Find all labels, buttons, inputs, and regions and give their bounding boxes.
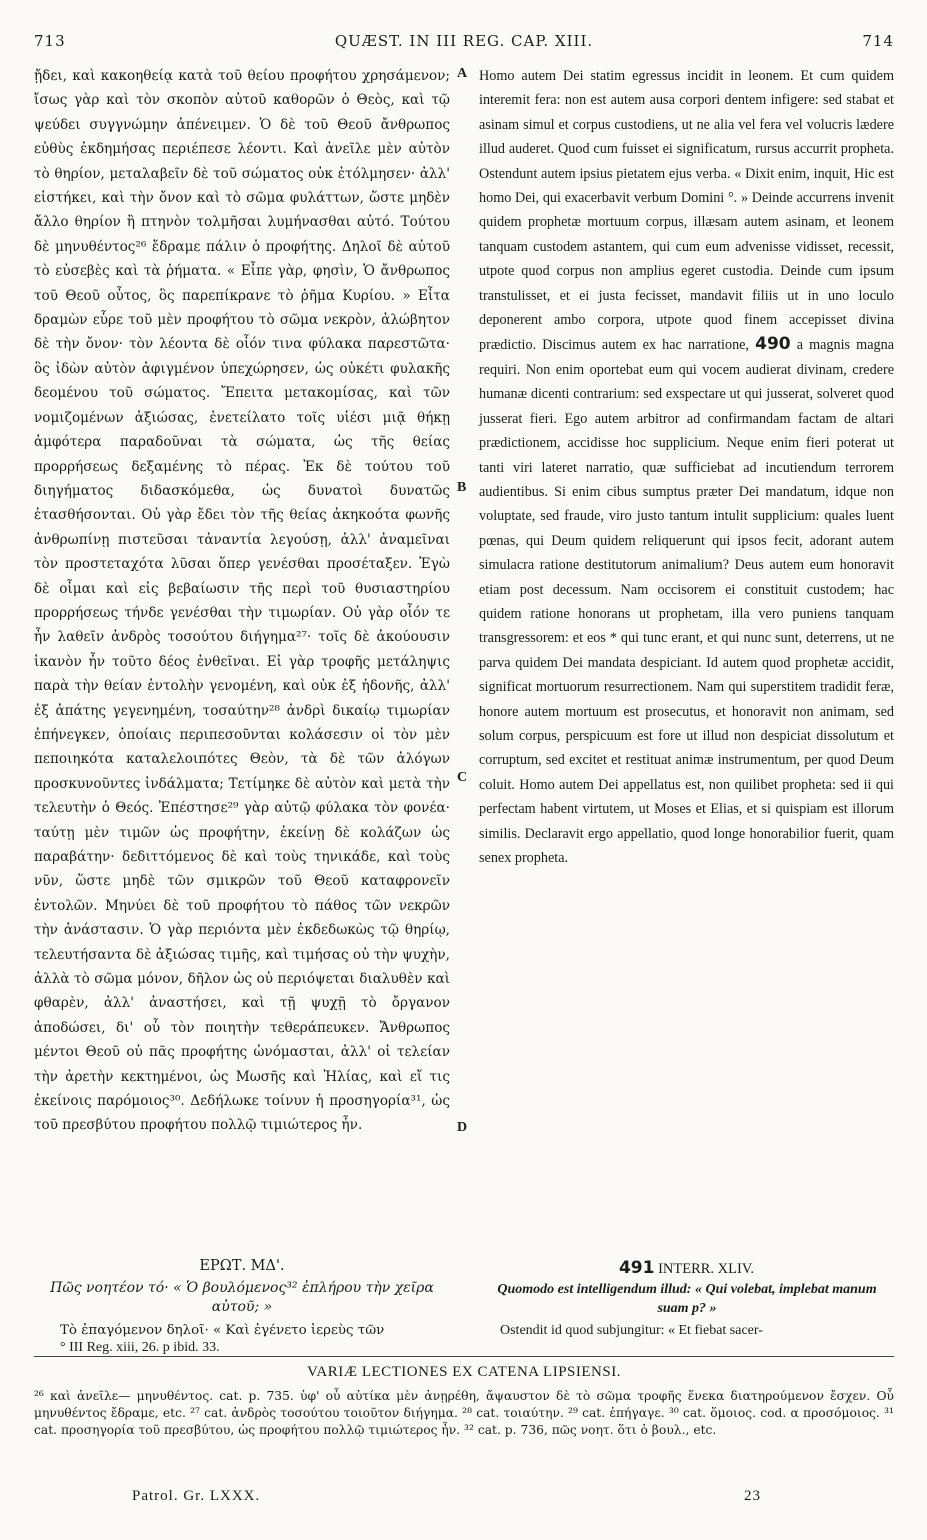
latin-text-part-1: Homo autem Dei statim egressus incidit in leonem. Et cum quidem interemit fera: non est autem ausa corpori dentem infigere: sed stabat et asinam simul et corpus custodiens, ut ne alia vel fera vel volucris lædere illud auderet. Quod cum fuisset ei significatum, rursus accurrit propheta. Ostendunt autem ipsius pietatem ejus verba. « Dixit enim, inquit, Hic est homo Dei, qui exacerbavit verbum Domini °. » Deinde accurrens invenit quidem prophetæ mortuum corpus, illæsam autem asinam, et leonem tanquam custodem astantem, qui cum eum advenisse vidisset, recessit, utpote quod corpus non amplius egeret custodia. Deinde cum ipsum transtulisset, et ei justa fecisset, mandavit filiis ut in uno loculo deponerent ambo corpora, utpote quod finem accepisset divina prædictio. Discimus autem ex hac narratione, [479, 68, 894, 354]
running-header [34, 32, 894, 54]
latin-column [479, 64, 894, 870]
latin-question-heading [479, 1258, 894, 1278]
column-number-490: 490 [755, 334, 791, 355]
greek-question-text: Τὸ ἐπαγόμενον δηλοῖ· « Καὶ ἐγένετο ἱερεὺς τῶν [60, 1323, 385, 1338]
latin-question-subtitle: Quomodo est intelligendum illud: « Qui volebat, implebat manum suam p? » [497, 1282, 877, 1316]
section-marker-b: B [457, 480, 467, 495]
section-marker-a: A [457, 66, 468, 81]
latin-question-title: INTERR. XLIV. [658, 1261, 755, 1277]
variae-lectiones-title: VARIÆ LECTIONES EX CATENA LIPSIENSI. [307, 1364, 621, 1380]
greek-question-subtitle: Πῶς νοητέον τό· « Ὁ βουλόμενος³² ἐπλήρου τὴν χεῖρα αὐτοῦ; » [50, 1280, 434, 1315]
section-marker-d: D [457, 1120, 468, 1135]
footer-signature: 23 [744, 1488, 761, 1504]
divider [34, 1356, 894, 1357]
greek-column [34, 64, 450, 1138]
variae-lectiones-text: ²⁶ καὶ ἀνεῖλε— μηνυθέντος. cat. p. 735. ὑφ' οὗ αὐτίκα μὲν ἀνῃρέθη, ἄψαυστον δὲ τὸ σῶμα τροφῆς ἕνεκα διατηρούμενον ἔσχεν. Οὗ μηνυθέντος ἔδραμε, etc. ²⁷ cat. ἀνδρὸς τοσούτου τοιοῦτον διήγημα. ²⁸ cat. τοιαύτην. ²⁹ cat. ἐπήγαγε. ³⁰ cat. ὅμοιος. cod. α προσόμοιος. ³¹ cat. προσηγορία τοῦ πρεσβύτου, ὡς προφήτου πολλῷ τιμιώτερος ἦν. ³² cat. p. 736, πῶς νοητ. ὅτι ὁ βουλ., etc. [34, 1389, 894, 1437]
page-number-right: 714 [862, 32, 894, 50]
footer-series: Patrol. Gr. LXXX. [132, 1488, 261, 1504]
section-marker-c: C [457, 770, 468, 785]
latin-text-part-2: a magnis magna requiri. Non enim oportebat eum qui vocem audierat divinam, credere humanæ dicenti contrarium: sed exspectare ut qui jusserat, solveret quod jusserat fieri. Ego autem arbitror ad confirmandam factam de altari prædictionem, accidisse hoc supplicium. Neque enim fieri poterat ut tanti viri lateret narratio, quæ sufficiebat ad incutiendum terrorem audientibus. Si enim cibus sumptus præter Dei mandatum, idque non voluptate, sed fraude, viro justo tantum intulit supplicium: quales luent pœnas, qui Deum quidem reliquerunt qui ipsos fecit, adorant autem simulacra ratione destitutorum animalium? Deus autem eum honoravit etiam post decessum. Nam occisorem ei constituit custodem; hac quidem ratione honorans ut prophetam, illa vero puniens tanquam transgressorem: et eos * qui tunc erant, et qui nunc sunt, deterrens, ut ne parva quidem Dei mandata despiciant. Id autem quod prophetæ accidit, significat mortuorum resurrectionem. Nam qui superstitem tradidit feræ, honore autem mortuum est prosecutus, et honoravit non animam, sed solum corpus, perspicuum est fore ut illud non despiciat dissolutum et corruptum, sed excitet et restituat animæ instrumentum, per quod Deum coluit. Homo autem Dei appellatus est, non quilibet propheta: sed ii qui perfectam habent virtutem, ut Moses et Elias, et si quispiam est illorum similis. Declaravit ergo appellatio, quod longe honorabilior fuerit, quam senex propheta. [479, 337, 894, 866]
latin-body-text [479, 64, 894, 870]
greek-question-heading: ΕΡΩΤ. ΜΔ'. [199, 1258, 285, 1274]
footnote-references: ° III Reg. xiii, 26. p ibid. 33. [60, 1340, 220, 1355]
column-number-491: 491 [618, 1258, 655, 1278]
page-number-left: 713 [34, 32, 66, 50]
running-title: QUÆST. IN III REG. CAP. XIII. [334, 32, 594, 50]
latin-question-text: Ostendit id quod subjungitur: « Et fiebat sacer- [500, 1323, 763, 1338]
greek-body-text: ᾔδει, καὶ κακοηθείᾳ κατὰ τοῦ θείου προφήτου χρησάμενον; ἴσως γὰρ καὶ τὸν σκοπὸν αὐτοῦ καθορῶν ὁ Θεὸς, καὶ τῷ ψεύδει συγγνώμην ἀπένειμεν. Ὁ δὲ τοῦ Θεοῦ ἄνθρωπος εὐθὺς ἐκδημήσας περιέπεσε λέοντι. Καὶ ἀνεῖλε μὲν αὐτὸν τὸ θηρίον, μεταλαβεῖν δὲ τοῦ σώματος οὐκ ἐτόλμησεν· ἀλλ' εἱστήκει, καὶ τὴν ὄνον καὶ τὸ σῶμα φυλάττων, ὥστε μηδὲν ἄλλο θηρίον ἢ πτηνὸν τολμῆσαι λυμήνασθαι αὐτό. Τούτου δὲ μηνυθέντος²⁶ ἔδραμε πάλιν ὁ προφήτης. Δηλοῖ δὲ αὐτοῦ τὸ εὐσεβὲς καὶ τὰ ῥήματα. « Εἶπε γὰρ, φησὶν, Ὁ ἄνθρωπος τοῦ Θεοῦ οὗτος, ὃς παρεπίκρανε τὸ ῥῆμα Κυρίου. » Εἶτα δραμὼν εὗρε τοῦ μὲν προφήτου τὸ σῶμα νεκρὸν, ἀλώβητον δὲ τὴν ὄνον· τὸν λέοντα δὲ οἷόν τινα φύλακα παρεστῶτα· ὃς ἰδὼν αὐτὸν ἀφιγμένον ὑπεχώρησεν, ὡς οὐκέτι φυλακῆς δεομένου τοῦ σώματος. Ἔπειτα μετακομίσας, καὶ τῶν νομιζομένων ἀξιώσας, ἐνετείλατο τοῖς υἱέσι μιᾷ θήκῃ ἀμφότερα παραδοῦναι τὰ σώματα, ὡς τῆς θείας προρρήσεως δεξαμένης τὸ πέρας. Ἐκ δὲ τούτου τοῦ διηγήματος διδασκόμεθα, ὡς δυνατοὶ δυνατῶς ἐτασθήσονται. Οὐ γὰρ ἔδει τὸν τῆς θείας ἀκηκοότα φωνῆς ἀνθρωπίνῃ πιστεῦσαι τἀναντία λεγούσῃ, ἀλλ' ἀναμεῖναι τὸν προστεταχότα λῦσαι ὅπερ γενέσθαι προσέταξεν. Ἐγὼ δὲ οἶμαι καὶ εἰς βεβαίωσιν τῆς περὶ τοῦ θυσιαστηρίου προρρήσεως τήνδε γενέσθαι τὴν τιμωρίαν. Οὐ γὰρ οἷόν τε ἦν λαθεῖν ἀνδρὸς τοσούτου διήγημα²⁷· τοῖς δὲ ἀκούουσιν ἱκανὸν ἦν τοῦτο δέος ἐνθεῖναι. Εἰ γὰρ τροφῆς μετάληψις παρὰ τὴν θείαν ἐντολὴν γενομένη, καὶ οὐκ ἐξ ἡδονῆς, ἀλλ' ἐξ ἀπάτης γεγενημένη, τοσαύτην²⁸ ἀνδρὶ δικαίῳ τιμωρίαν ἐπήνεγκεν, ὁποίαις περιπεσοῦνται κολάσεσιν οἱ τὸν μὲν πεποιηκότα καταλελοιπότες Θεὸν, τὰ δὲ τῶν ἀλόγων προσκυνοῦντες ἰνδάλματα; Τετίμηκε δὲ αὐτὸν καὶ μετὰ τὴν τελευτὴν ὁ Θεός. Ἐπέστησε²⁹ γὰρ αὐτῷ φύλακα τὸν φονέα· ταύτῃ μὲν τιμῶν ὡς προφήτην, ἐκείνῃ δὲ κολάζων ὡς παραβάτην· δεδιττόμενος δὲ καὶ τοὺς τηνικάδε, καὶ τοὺς νῦν, ὥστε μηδὲ τῶν σμικρῶν τοῦ Θεοῦ καταφρονεῖν ἐντολῶν. Μηνύει δὲ τοῦ προφήτου τὸ πάθος τῶν νεκρῶν τὴν ἀνάστασιν. Ὁ γὰρ περιόντα μὲν ἐκδεδωκὼς τῷ θηρίῳ, τελευτήσαντα δὲ ἀξιώσας τιμῆς, καὶ τιμήσας οὐ τὴν ψυχὴν, ἀλλὰ τὸ σῶμα μόνον, δῆλον ὡς οὐ περιόψεται διαλυθὲν καὶ φθαρὲν, ἀλλ' ἀναστήσει, καὶ τῇ ψυχῇ τὸ ὄργανον ἀποδώσει, δι' οὗ τὸν ποιητὴν τεθεράπευκεν. Ἄνθρωπος μέντοι Θεοῦ οὐ πᾶς προφήτης ὠνόμασται, ἀλλ' οἱ τελείαν τὴν ἀρετὴν κεκτημένοι, ὡς Μωσῆς καὶ Ἠλίας, καὶ εἴ τις ἐκείνοις παρόμοιος³⁰. Δεδήλωκε τοίνυν ἡ προσηγορία³¹, ὡς τοῦ πρεσβύτου προφήτου πολλῷ τιμιώτερος ἦν. [34, 68, 450, 1134]
